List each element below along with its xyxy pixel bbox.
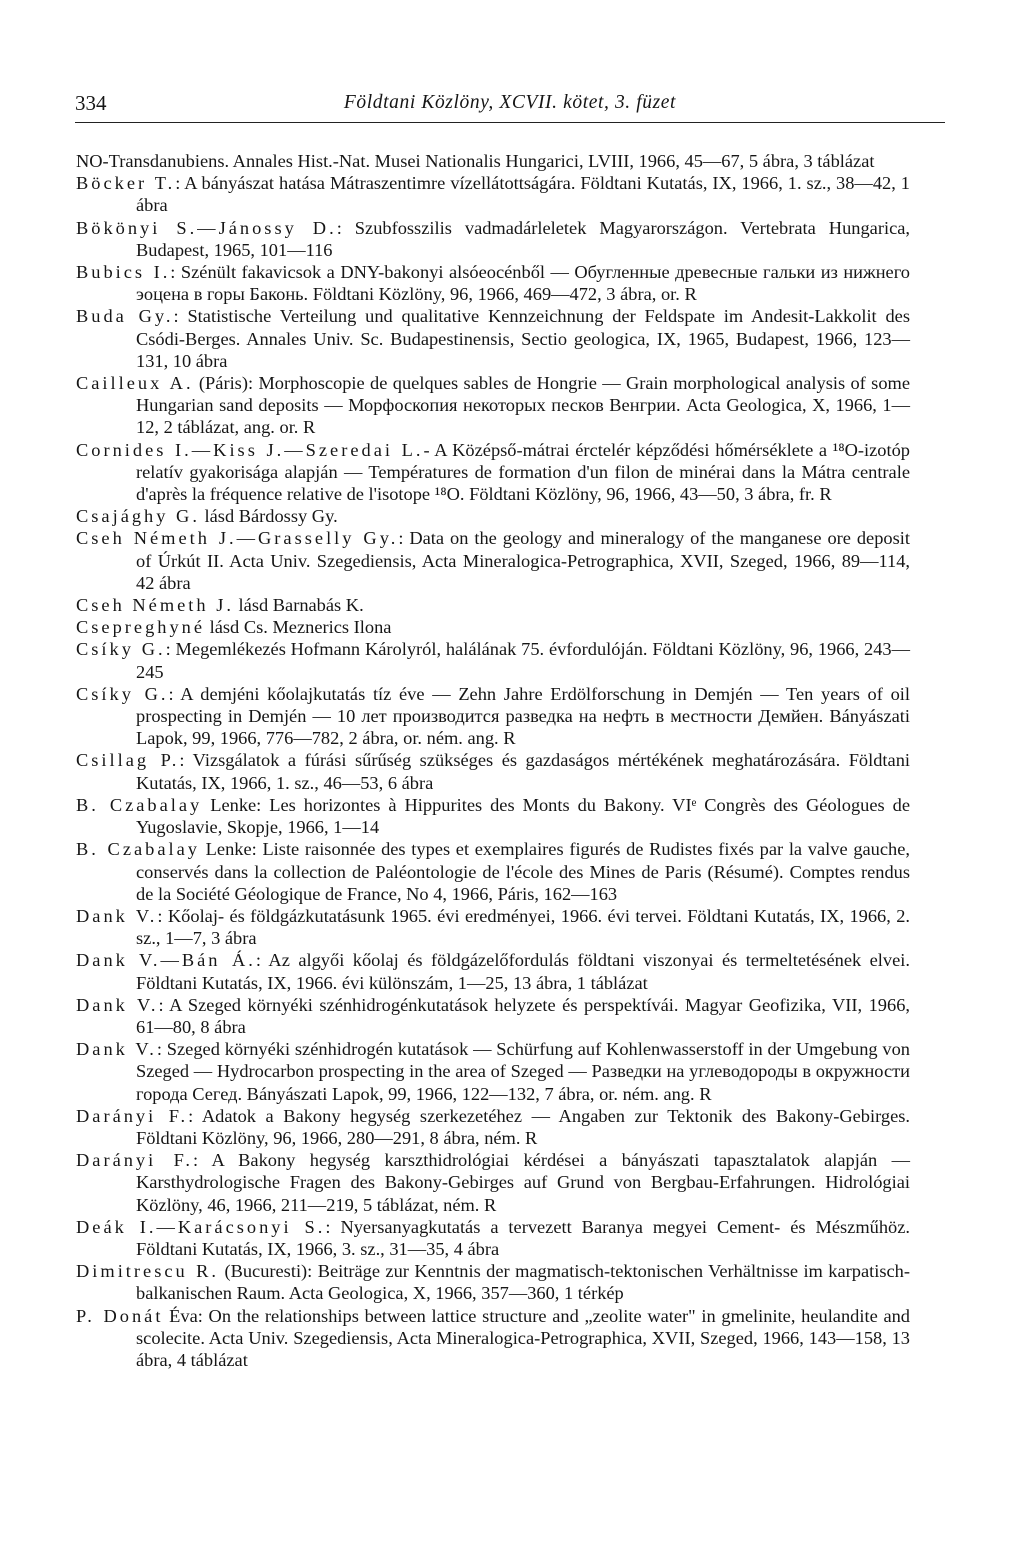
entry-text: : Adatok a Bakony hegység szerkezetéhez — Angaben zur Tektonik des Bakony-Gebirges. Földtani Közlöny, 96, 1966, 280—291, 8 ábra, ném. R — [136, 1105, 910, 1148]
bibliography-entry — [76, 749, 910, 793]
bibliography-entry — [76, 372, 910, 439]
entry-text: NO-Transdanubiens. Annales Hist.-Nat. Musei Nationalis Hungarici, LVIII, 1966, 45—67, 5 ábra, 3 táblázat — [76, 151, 875, 171]
bibliography-entry — [76, 261, 910, 305]
bibliography-entry — [76, 949, 910, 993]
entry-author: Darányi F. — [76, 1105, 189, 1126]
entry-author: P. Donát — [76, 1305, 164, 1326]
bibliography-entry — [76, 838, 910, 905]
bibliography-entry — [76, 1149, 910, 1216]
entry-text: - A Középső-mátrai érctelér képződési hőmérséklete a ¹⁸O-izotóp relatív gyakorisága alapján — Températures de formation d'un filon de minérai dans la Mátra centrale d'après la fréquence relative de l'isotope ¹⁸O. Földtani Közlöny, 96, 1966, 43—50, 3 ábra, fr. R — [136, 439, 910, 505]
entry-author: Dank V. — [76, 905, 158, 926]
entry-author: Dank V. — [76, 994, 159, 1015]
bibliography-entry — [76, 305, 910, 372]
entry-text: : A demjéni kőolajkutatás tíz éve — Zehn Jahre Erdölforschung in Demjén — Ten years of oil prospecting in Demjén — 10 лет производится разведка на нефть в местности Демйен. Bányászati Lapok, 99, 1966, 776—782, 2 ábra, or. ném. ang. R — [136, 683, 910, 749]
entry-author: Cseh Németh J.—Grasselly Gy. — [76, 528, 399, 549]
entry-author: Dank V.—Bán Á. — [76, 950, 256, 971]
entry-text: Lenke: Liste raisonnée des types et exemplaires figurés de Rudistes fixés par la valve gauche, conservés dans la collection de Paléontologie de l'école des Mines de Paris (Résumé). Comptes rendus de la Société Géologique de France, No 4, 1966, Páris, 162—163 — [136, 839, 910, 904]
bibliography-entry — [76, 994, 910, 1038]
bibliography-entry — [76, 172, 910, 216]
entry-author: Csepreghyné — [76, 617, 206, 638]
entry-text: : Kőolaj- és földgázkutatásunk 1965. évi eredményei, 1966. évi tervei. Földtani Kutatás, IX, 1966, 2. sz., 1—7, 3 ábra — [136, 905, 910, 949]
bibliography-entry — [76, 638, 910, 682]
running-head — [75, 90, 945, 123]
entry-text: : Megemlékezés Hofmann Károlyról, halálának 75. évfordulóján. Földtani Közlöny, 96, 1966, 243—245 — [136, 639, 910, 682]
bibliography-entry — [76, 594, 910, 616]
entry-text: : Nyersanyagkutatás a tervezett Baranya megyei Cement- és Mészműhöz. Földtani Kutatás, IX, 1966, 3. sz., 31—35, 4 ábra — [136, 1216, 910, 1259]
entry-author: Csíky G. — [76, 683, 169, 704]
entry-author: Cseh Németh J. — [76, 595, 234, 616]
entry-author: Cailleux A. — [76, 373, 194, 394]
entry-text: : Szénült fakavicsok a DNY-bakonyi alsóeocénből — Обугленные древесные гальки из нижнего эоцена в горы Баконь. Földtani Közlöny, 96, 1966, 469—472, 3 ábra, or. R — [136, 262, 910, 305]
bibliography-entry — [76, 1260, 910, 1304]
bibliography-entry — [76, 1038, 910, 1105]
entry-author: Darányi F. — [76, 1150, 193, 1171]
entry-text: Lenke: Les horizontes à Hippurites des Monts du Bakony. VIᵉ Congrès des Géologues de Yugoslavie, Skopje, 1966, 1—14 — [136, 794, 910, 838]
entry-author: Dimitrescu R. — [76, 1261, 220, 1282]
entry-author: Csajághy G. — [76, 506, 200, 527]
entry-text: : Az algyői kőolaj és földgázelőfordulás földtani viszonyai és termeltetésének elvei. Földtani Kutatás, IX, 1966. évi különszám, 1—25, 13 ábra, 1 táblázat — [136, 950, 910, 993]
entry-author: Bubics I. — [76, 262, 171, 283]
entry-author: Bökönyi S.—Jánossy D. — [76, 217, 337, 238]
bibliography-entry — [76, 1216, 910, 1260]
entry-author: B. Czabalay — [76, 839, 200, 860]
entry-text: (Bucuresti): Beiträge zur Kenntnis der magmatisch-tektonischen Verhältnisse im karpatisch-balkanischen Raum. Acta Geologica, X, 1966, 357—360, 1 térkép — [136, 1261, 910, 1304]
entry-text: : Szubfosszilis vadmadárleletek Magyarországon. Vertebrata Hungarica, Budapest, 1965, 101—116 — [136, 217, 910, 260]
journal-title: Földtani Közlöny, XCVII. kötet, 3. füzet — [343, 92, 677, 113]
bibliography-entry — [76, 905, 910, 949]
bibliography-entry — [76, 1305, 910, 1372]
bibliography-entry — [76, 439, 910, 506]
bibliography-entry — [76, 794, 910, 838]
page-number: 334 — [75, 91, 107, 115]
entry-text: : Vizsgálatok a fúrási sűrűség szükséges és gazdaságos mértékének meghatározására. Földtani Kutatás, IX, 1966, 1. sz., 46—53, 6 ábra — [136, 750, 910, 793]
bibliography-list — [76, 150, 910, 1371]
entry-text: : A Szeged környéki szénhidrogénkutatások helyzete és perspektívái. Magyar Geofizika, VII, 1966, 61—80, 8 ábra — [136, 994, 910, 1037]
entry-author: Csíky G. — [76, 639, 166, 660]
entry-author: Böcker T. — [76, 173, 176, 194]
entry-text: : Szeged környéki szénhidrogén kutatások — Schürfung auf Kohlenwasserstoff in der Umgebung von Szeged — Hydrocarbon prospecting in the area of Szeged — Разведки на углеводороды в окружности города Сегед. Bányászati Lapok, 99, 1966, 122—132, 7 ábra, or. ném. ang. R — [136, 1039, 910, 1104]
entry-author: Buda Gy. — [76, 306, 174, 327]
bibliography-entry — [76, 505, 910, 527]
bibliography-entry — [76, 217, 910, 261]
entry-text: Éva: On the relationships between lattice structure and „zeolite water" in gmelinite, heulandite and scolecite. Acta Univ. Szegediensis, Acta Mineralogica-Petrographica, XVII, Szeged, 1966, 143—158, 13 ábra, 4 táblázat — [136, 1305, 910, 1370]
entry-author: Cornides I.—Kiss J.—Szeredai L. — [76, 439, 424, 460]
entry-text: lásd Bárdossy Gy. — [199, 506, 338, 527]
entry-author: Csillag P. — [76, 750, 180, 771]
bibliography-entry — [76, 150, 910, 172]
entry-author: B. Czabalay — [76, 794, 203, 815]
entry-text: lásd Cs. Meznerics Ilona — [205, 617, 392, 638]
bibliography-entry — [76, 616, 910, 638]
entry-text: : A bányászat hatása Mátraszentimre vízellátottságára. Földtani Kutatás, IX, 1966, 1. sz., 38—42, 1 ábra — [136, 173, 910, 216]
entry-text: (Páris): Morphoscopie de quelques sables de Hongrie — Grain morphological analysis of some Hungarian sand deposits — Морфоскопия некоторых песков Венгрии. Acta Geologica, X, 1966, 1—12, 2 táblázat, ang. or. R — [136, 373, 910, 438]
entry-text: : Statistische Verteilung und qualitative Kennzeichnung der Feldspate im Andesit-Lakkolit des Csódi-Berges. Annales Univ. Sc. Budapestinensis, Sectio geologica, IX, 1965, Budapest, 1966, 123—131, 10 ábra — [136, 306, 911, 371]
entry-text: : Data on the geology and mineralogy of the manganese ore deposit of Úrkút II. Acta Univ. Szegediensis, Acta Mineralogica-Petrographica, XVII, Szeged, 1966, 89—114, 42 ábra — [136, 528, 910, 593]
entry-author: Deák I.—Karácsonyi S. — [76, 1216, 326, 1237]
bibliography-entry — [76, 527, 910, 594]
bibliography-entry — [76, 1105, 910, 1149]
entry-author: Dank V. — [76, 1039, 157, 1060]
entry-text: lásd Barnabás K. — [233, 595, 364, 616]
bibliography-entry — [76, 683, 910, 750]
entry-text: : A Bakony hegység karszthidrológiai kérdései a bányászati tapasztalatok alapján — Karsthydrologische Fragen des Bakony-Gebirges auf Grund von Bergbau-Erfahrungen. Hidrológiai Közlöny, 46, 1966, 211—219, 5 táblázat, ném. R — [136, 1150, 911, 1215]
